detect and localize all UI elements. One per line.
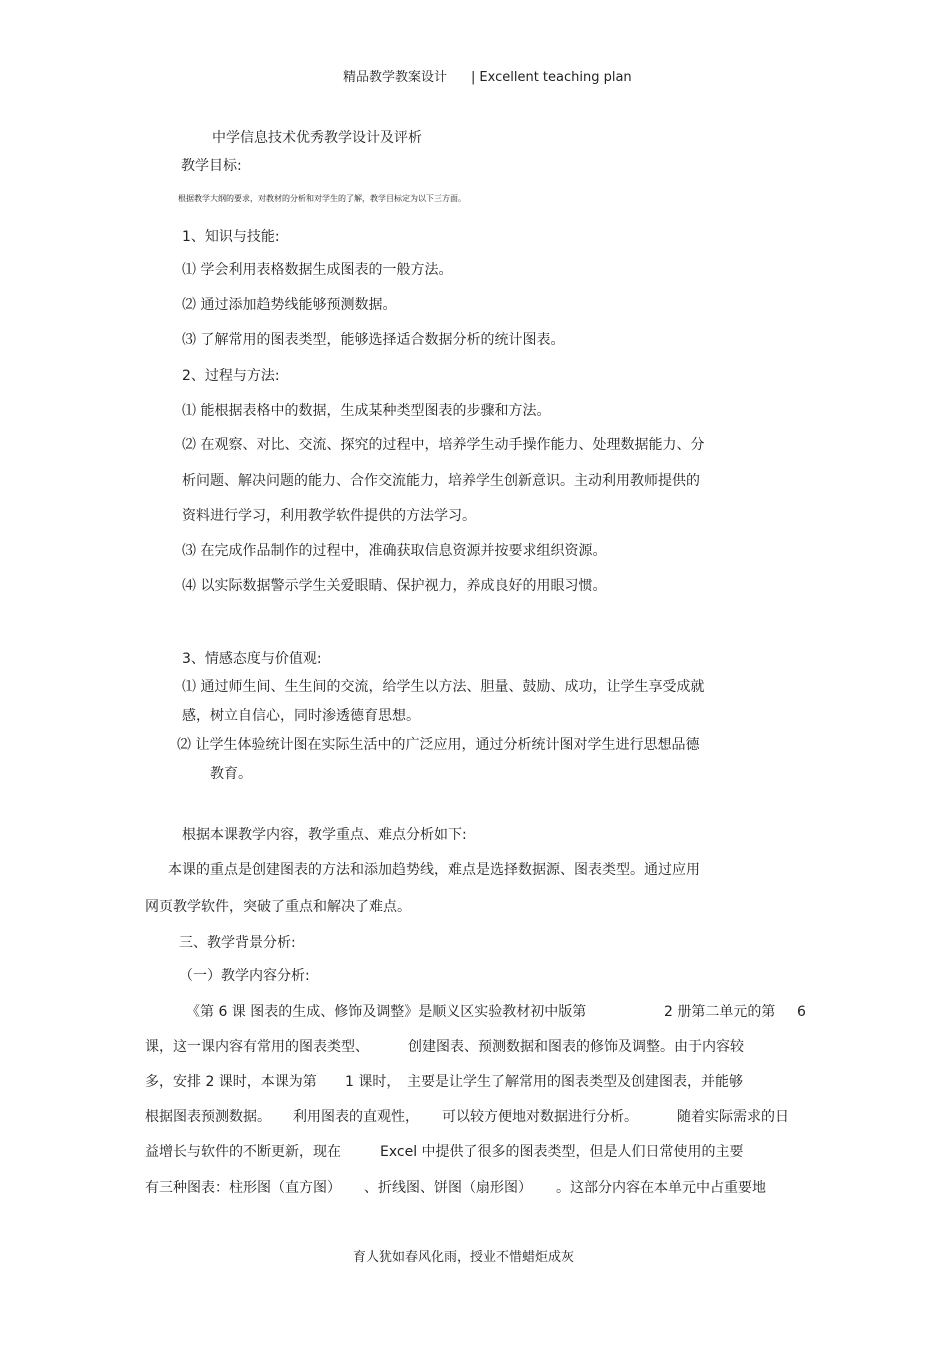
page-header <box>343 69 632 87</box>
analysis-line: 6 <box>797 1004 806 1020</box>
analysis-line: 创建图表、预测数据和图表的修饰及调整。由于内容较 <box>408 1039 744 1055</box>
section-1-heading: 1、知识与技能: <box>182 229 280 245</box>
section-2-item: ⑷ 以实际数据警示学生关爱眼睛、保护视力，养成良好的用眼习惯。 <box>182 578 607 594</box>
section-2-item-continued: 析问题、解决问题的能力、合作交流能力，培养学生创新意识。主动利用教师提供的 <box>182 473 700 489</box>
document-title: 中学信息技术优秀教学设计及评析 <box>212 130 422 146</box>
section-1-item: ⑴ 学会利用表格数据生成图表的一般方法。 <box>182 262 453 278</box>
section-2-item-continued: 资料进行学习，利用教学软件提供的方法学习。 <box>182 508 476 524</box>
section-1-item: ⑶ 了解常用的图表类型，能够选择适合数据分析的统计图表。 <box>182 332 565 348</box>
analysis-line: 根据图表预测数据。 <box>145 1109 271 1125</box>
section-3-heading: 3、情感态度与价值观: <box>182 651 322 667</box>
analysis-line: 随着实际需求的日 <box>677 1109 789 1125</box>
analysis-line: 。这部分内容在本单元中占重要地 <box>556 1180 766 1196</box>
analysis-line: Excel 中提供了很多的图表类型，但是人们日常使用的主要 <box>380 1144 744 1160</box>
analysis-line: 多，安排 2 课时，本课为第 <box>145 1074 317 1090</box>
section-2-item: ⑴ 能根据表格中的数据，生成某种类型图表的步骤和方法。 <box>182 403 551 419</box>
section-2-item: ⑶ 在完成作品制作的过程中，准确获取信息资源并按要求组织资源。 <box>182 543 607 559</box>
section-2-item: ⑵ 在观察、对比、交流、探究的过程中，培养学生动手操作能力、处理数据能力、分 <box>182 437 705 453</box>
header-separator: | <box>471 70 476 85</box>
header-right: Excellent teaching plan <box>479 70 632 85</box>
analysis-line: 益增长与软件的不断更新，现在 <box>145 1144 341 1160</box>
objectives-intro: 根据教学大纲的要求，对教材的分析和对学生的了解，教学目标定为以下三方面。 <box>178 194 466 203</box>
objectives-heading: 教学目标: <box>181 158 242 174</box>
keypoints-heading: 根据本课教学内容，教学重点、难点分析如下: <box>182 827 467 843</box>
section-3-item: ⑴ 通过师生间、生生间的交流，给学生以方法、胆量、鼓励、成功，让学生享受成就 <box>182 679 705 695</box>
keypoints-paragraph: 本课的重点是创建图表的方法和添加趋势线，难点是选择数据源、图表类型。通过应用 <box>168 862 700 878</box>
keypoints-paragraph-continued: 网页教学软件，突破了重点和解决了难点。 <box>145 899 411 915</box>
content-analysis-heading: （一）教学内容分析: <box>179 968 310 984</box>
page-footer: 育人犹如春风化雨，授业不惜蜡炬成灰 <box>353 1250 575 1265</box>
analysis-line: 利用图表的直观性， <box>293 1109 419 1125</box>
analysis-line: 1 课时， <box>345 1074 401 1090</box>
analysis-line: 课，这一课内容有常用的图表类型、 <box>145 1039 369 1055</box>
section-2-heading: 2、过程与方法: <box>182 368 280 384</box>
analysis-line: 有三种图表：柱形图（直方图） <box>145 1180 341 1196</box>
background-heading: 三、教学背景分析: <box>179 935 296 951</box>
analysis-line: 、折线图、饼图（扇形图） <box>364 1180 532 1196</box>
header-left: 精品教学教案设计 <box>343 70 448 85</box>
section-3-item-continued: 感，树立自信心，同时渗透德育思想。 <box>182 708 420 724</box>
section-3-item-continued: 教育。 <box>210 766 252 782</box>
analysis-line: 主要是让学生了解常用的图表类型及创建图表，并能够 <box>407 1074 743 1090</box>
section-3-item: ⑵ 让学生体验统计图在实际生活中的广泛应用，通过分析统计图对学生进行思想品德 <box>177 737 700 753</box>
analysis-line: 《第 6 课 图表的生成、修饰及调整》是顺义区实验教材初中版第 <box>186 1004 587 1020</box>
section-1-item: ⑵ 通过添加趋势线能够预测数据。 <box>182 297 397 313</box>
analysis-line: 可以较方便地对数据进行分析。 <box>442 1109 638 1125</box>
analysis-line: 2 册第二单元的第 <box>664 1004 776 1020</box>
